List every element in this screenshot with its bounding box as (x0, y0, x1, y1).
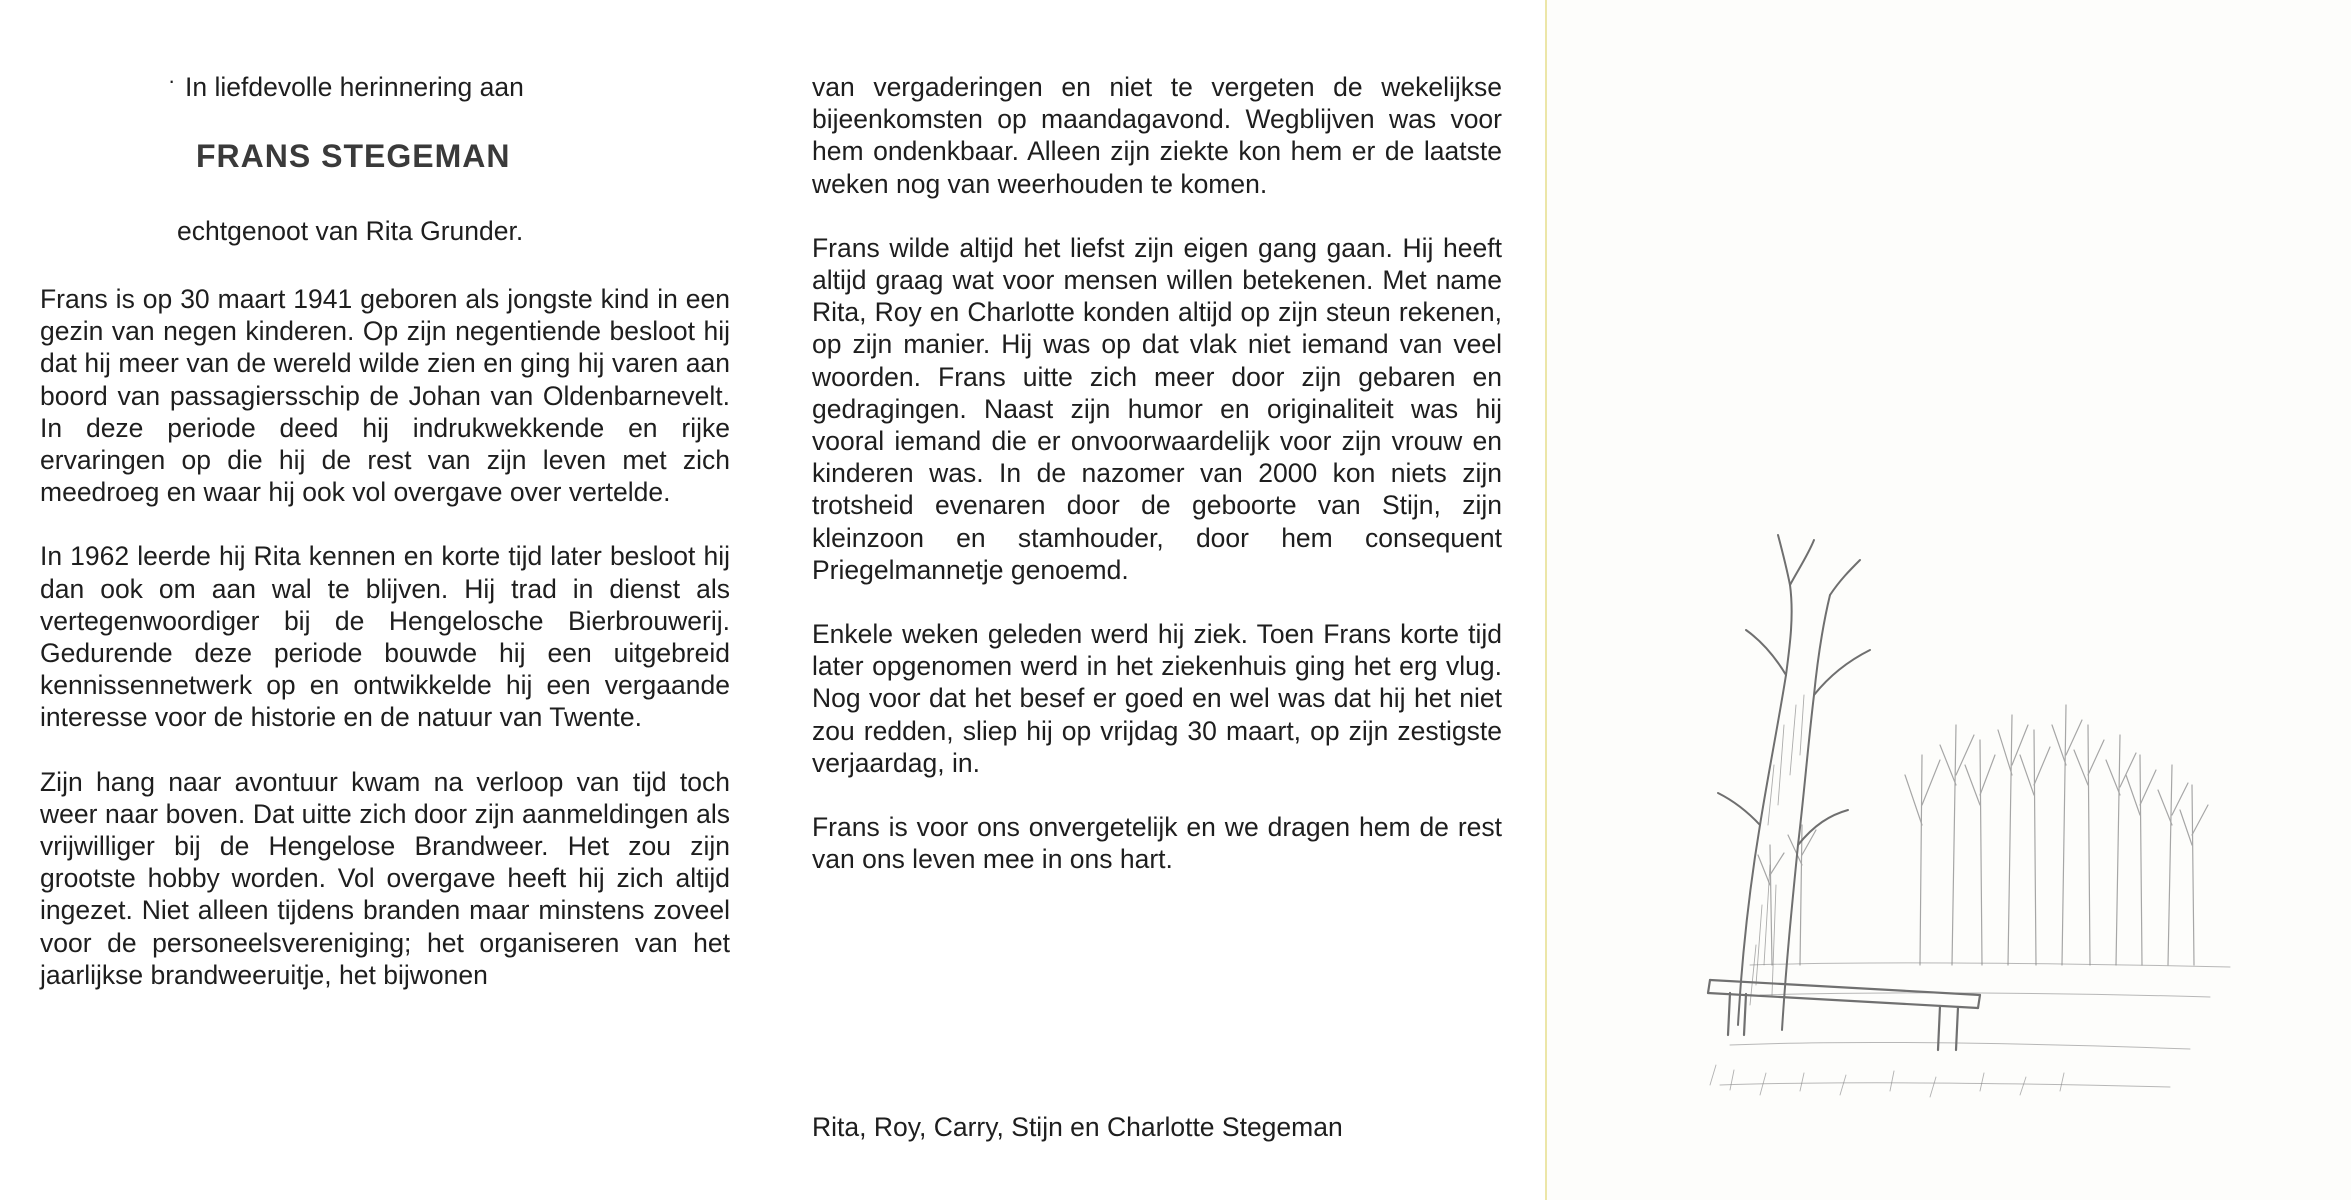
spouse-line: echtgenoot van Rita Grunder. (177, 216, 524, 246)
paragraph-meetings: van vergaderingen en niet te vergeten de wekelijkse bijeenkomsten op maandagavond. Wegblijven was voor hem ondenkbaar. Alleen zijn ziekte kon hem er de laatste weken nog van weerhouden te komen. (812, 72, 1502, 199)
paragraph-career: In 1962 leerde hij Rita kennen en korte tijd later besloot hij dan ook om aan wal te blijven. Hij trad in dienst als vertegenwoordiger bij de Hengelosche Bierbrouwerij. Gedurende deze periode bouwde hij een uitgebreid kennissennetwerk op en ontwikkelde hij een vergaande interesse voor de historie en de natuur van Twente. (40, 541, 730, 733)
paragraph-fire-brigade: Zijn hang naar avontuur kwam na verloop van tijd toch weer naar boven. Dat uitte zich door zijn aanmeldingen als vrijwilliger bij de Hengelose Brandweer. Het zou zijn grootste hobby worden. Vol overgave heeft hij zich altijd ingezet. Niet alleen tijdens branden maar minstens zoveel voor de personeelsvereniging; het organiseren van het jaarlijkse brandweeruitje, het bijwonen (40, 766, 730, 990)
paragraph-character: Frans wilde altijd het liefst zijn eigen gang gaan. Hij heeft altijd graag wat voor mensen willen betekenen. Met name Rita, Roy en Charlotte konden altijd op zijn steun rekenen, op zijn manier. Hij was op dat vlak niet iemand van veel woorden. Frans uitte zich meer door zijn gebaren en gedragingen. Naast zijn humor en originaliteit was hij vooral iemand die er onvoorwaardelijk voor zijn vrouw en kinderen was. In de nazomer van 2000 kon niets zijn trotsheid evenaren door de geboorte van Stijn, zijn kleinzoon en stamhouder, door hem consequent Priegelmannetje genoemd. (812, 232, 1502, 585)
paragraph-illness: Enkele weken geleden werd hij ziek. Toen Frans korte tijd later opgenomen werd in het ziekenhuis ging het erg vlug. Nog voor dat het besef er goed en wel was dat hij het niet zou redden, sliep hij op vrijdag 30 maart, op zijn zestigste verjaardag, in. (812, 619, 1502, 778)
right-column (812, 71, 1502, 907)
signature-line: Rita, Roy, Carry, Stijn en Charlotte Stegeman (812, 1112, 1343, 1142)
deceased-name: FRANS STEGEMAN (196, 138, 511, 174)
stray-dot: · (168, 68, 176, 93)
intro-line (168, 68, 585, 103)
paragraph-remembrance: Frans is voor ons onvergetelijk en we dragen hem de rest van ons leven mee in ons hart. (812, 812, 1502, 875)
paragraph-birth: Frans is op 30 maart 1941 geboren als jongste kind in een gezin van negen kinderen. Op zijn negentiende besloot hij dat hij meer van de wereld wilde zien en ging hij varen aan boord van passagiersschip de Johan van Oldenbarnevelt. In deze periode deed hij indrukwekkende en rijke ervaringen op die hij de rest van zijn leven met zich meedroeg en waar hij ook vol overgave over vertelde. (40, 284, 730, 508)
intro-text: In liefdevolle herinnering aan (185, 72, 524, 102)
tree-and-bench-sketch-icon (1690, 525, 2250, 1105)
left-column (40, 283, 730, 1023)
